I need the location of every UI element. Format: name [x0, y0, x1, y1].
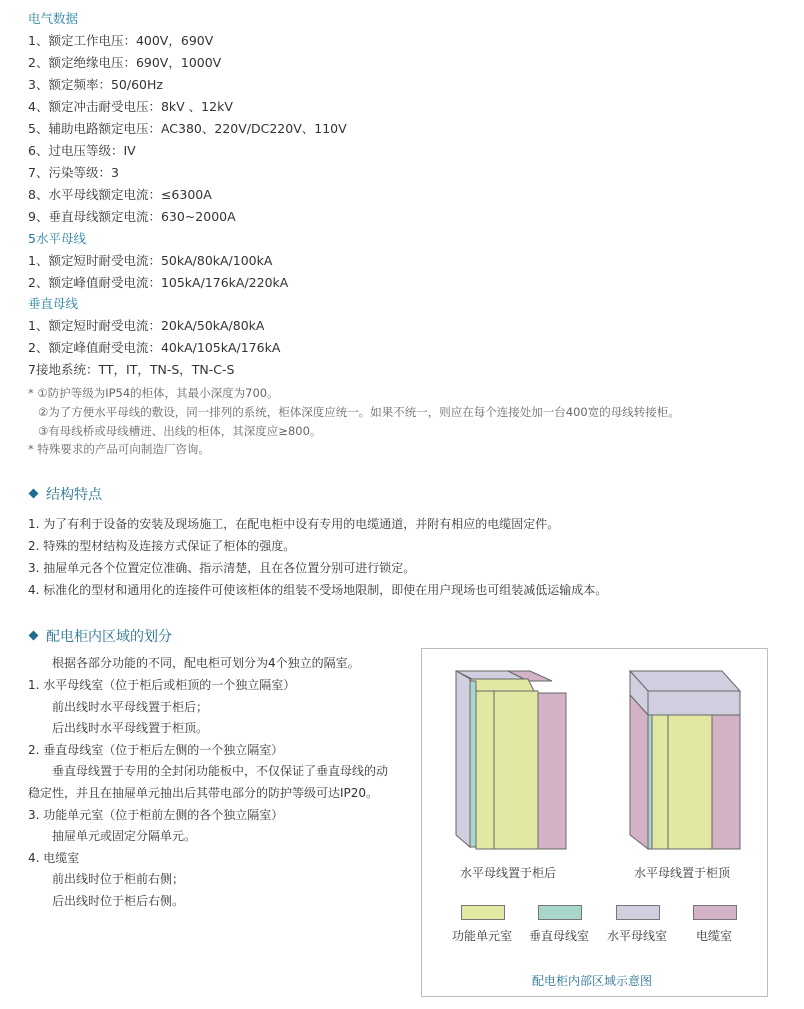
functional-unit-side [652, 715, 668, 849]
section-heading-text: 配电柜内区域的划分 [46, 629, 172, 645]
legend-label-vertical-bus: 垂直母线室 [529, 929, 590, 943]
structure-item: 1. 为了有利于设备的安装及现场施工，在配电柜中设有专用的电缆通道，并附有相应的电缆固定件。 [28, 517, 560, 531]
functional-unit-room [668, 715, 712, 849]
footnote: ②为了方便水平母线的敷设，同一排列的系统，柜体深度应统一。如果不统一，则应在每个连接处加一台400宽的母线转接柜。 [38, 405, 680, 419]
legend-label-horizontal-bus: 水平母线室 [607, 929, 668, 943]
electrical-item: 5、辅助电路额定电压：AC380、220V/DC220V、110V [28, 121, 347, 136]
electrical-item: 4、额定冲击耐受电压：8kV 、12kV [28, 99, 233, 114]
zones-line: 前出线时位于柜前右侧； [52, 872, 185, 887]
footnote: ③有母线桥或母线槽进、出线的柜体，其深度应≥800。 [38, 424, 322, 438]
figure-title: 配电柜内部区域示意图 [532, 974, 653, 988]
zones-line: 3. 功能单元室（位于柜前左侧的各个独立隔室） [28, 807, 284, 822]
legend-swatch-horizontal-bus [616, 905, 660, 920]
diamond-bullet-icon [29, 489, 39, 499]
footnote: * ①防护等级为IP54的柜体，其最小深度为700。 [28, 386, 279, 400]
cabinet-top-busbar [630, 671, 740, 849]
horizontal-bus-room [456, 671, 470, 847]
vertical-bus-item: 2、额定峰值耐受电流：40kA/105kA/176kA [28, 340, 281, 355]
horizontal-bus-room [648, 691, 740, 715]
horizontal-bus-item: 2、额定峰值耐受电流：105kA/176kA/220kA [28, 275, 289, 290]
electrical-item: 9、垂直母线额定电流：630~2000A [28, 209, 236, 224]
zones-line: 稳定性，并且在抽屉单元抽出后其带电部分的防护等级可达IP20。 [28, 786, 379, 800]
zones-line: 2. 垂直母线室（位于柜后左侧的一个独立隔室） [28, 742, 284, 757]
functional-unit-side [476, 691, 494, 849]
caption-rear: 水平母线置于柜后 [460, 866, 557, 880]
electrical-item: 7、污染等级：3 [28, 165, 119, 180]
legend-swatch-functional [461, 905, 505, 920]
legend-label-cable: 电缆室 [696, 929, 733, 943]
electrical-item: 2、额定绝缘电压：690V，1000V [28, 55, 222, 70]
cabinet-rear-busbar [456, 671, 566, 849]
functional-unit-room [494, 691, 538, 849]
cabinet-diagram-figure [421, 648, 768, 997]
functional-top [470, 679, 534, 691]
zones-line: 后出线时水平母线置于柜顶。 [52, 721, 209, 736]
vertical-bus-item: 1、额定短时耐受电流：20kA/50kA/80kA [28, 318, 265, 333]
zones-line: 抽屉单元或固定分隔单元。 [52, 829, 197, 844]
diamond-bullet-icon [29, 631, 39, 641]
cable-room [538, 693, 566, 849]
legend-swatch-vertical-bus [538, 905, 582, 920]
structure-item: 2. 特殊的型材结构及连接方式保证了柜体的强度。 [28, 539, 296, 553]
legend-label-functional: 功能单元室 [452, 929, 513, 943]
section-heading-structure [30, 484, 102, 504]
zones-line: 垂直母线置于专用的全封闭功能板中，不仅保证了垂直母线的动 [52, 764, 389, 779]
zones-line: 1. 水平母线室（位于柜后或柜顶的一个独立隔室） [28, 678, 296, 692]
zones-intro: 根据各部分功能的不同，配电柜可划分为4个独立的隔室。 [52, 656, 360, 670]
zones-line: 前出线时水平母线置于柜后； [52, 699, 209, 714]
electrical-item: 1、额定工作电压：400V，690V [28, 33, 214, 48]
caption-top: 水平母线置于柜顶 [634, 866, 731, 880]
section-title-vertical-bus: 垂直母线 [28, 296, 79, 311]
electrical-item: 3、额定频率：50/60Hz [28, 77, 163, 92]
section-heading-text: 结构特点 [46, 487, 102, 503]
footnote: * 特殊要求的产品可向制造厂咨询。 [28, 442, 210, 456]
vertical-bus-room [648, 715, 652, 849]
horizontal-bus-item: 1、额定短时耐受电流：50kA/80kA/100kA [28, 253, 273, 268]
zones-line: 后出线时位于柜后右侧。 [52, 894, 185, 908]
structure-item: 3. 抽屉单元各个位置定位准确、指示清楚，且在各位置分别可进行锁定。 [28, 561, 416, 575]
cable-room-rear [630, 695, 648, 849]
section-title-horizontal-bus: 5水平母线 [28, 231, 86, 246]
zones-line: 4. 电缆室 [28, 850, 80, 865]
electrical-item: 6、过电压等级：IV [28, 143, 136, 158]
section-heading-zones [30, 626, 172, 646]
section-title-electrical: 电气数据 [28, 11, 79, 26]
horizontal-bus-top [630, 671, 740, 691]
electrical-item: 8、水平母线额定电流：≤6300A [28, 187, 212, 202]
legend-swatch-cable [693, 905, 737, 920]
structure-item: 4. 标准化的型材和通用化的连接件可使该柜体的组装不受场地限制，即使在用户现场也可组装减低运输成本。 [28, 583, 608, 597]
vertical-bus-room [470, 681, 476, 847]
grounding-system: 7接地系统：TT，IT，TN-S，TN-C-S [28, 362, 235, 377]
cable-room [712, 715, 740, 849]
